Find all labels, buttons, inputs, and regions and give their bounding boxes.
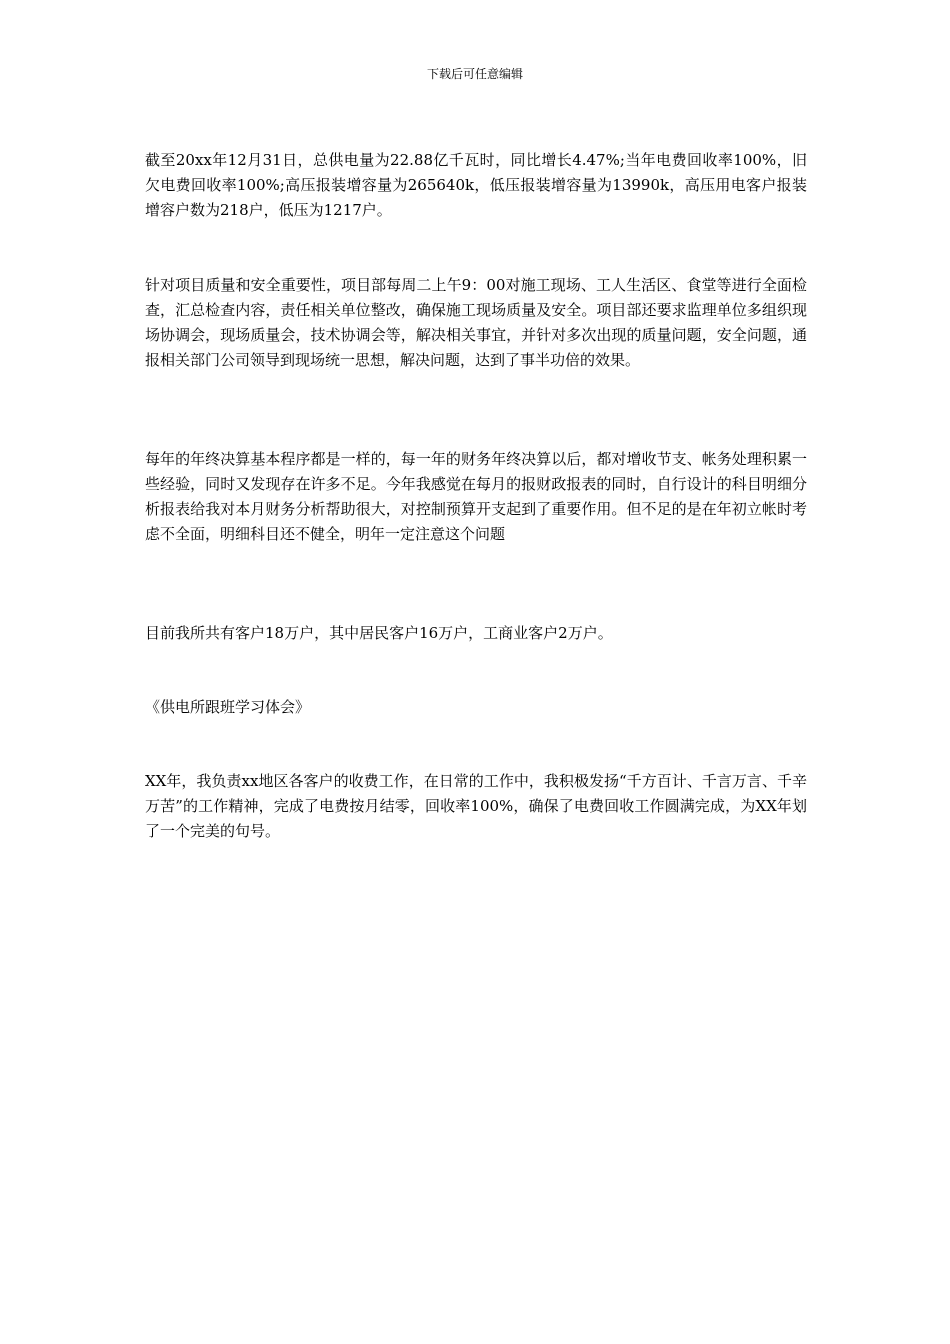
paragraph-power-supply-stats: 截至20xx年12月31日，总供电量为22.88亿千瓦时，同比增长4.47%;当年电费回收率100%，旧欠电费回收率100%;高压报装增容量为265640k，低压报装增容量为13990k，高压用电客户报装增容户数为218户，低压为1217户。 [145, 151, 807, 219]
section-title: 《供电所跟班学习体会》 [145, 698, 311, 716]
paragraph-customer-count: 目前我所共有客户18万户，其中居民客户16万户，工商业客户2万户。 [145, 624, 613, 642]
page-header: 下载后可任意编辑 [426, 67, 523, 81]
paragraph-fee-collection: XX年，我负责xx地区各客户的收费工作，在日常的工作中，我积极发扬“千方百计、千言万言、千辛万苦”的工作精神，完成了电费按月结零，回收率100%，确保了电费回收工作圆满完成，为XX年划了一个完美的句号。 [145, 772, 807, 840]
paragraph-year-end-accounts: 每年的年终决算基本程序都是一样的，每一年的财务年终决算以后，都对增收节支、帐务处理积累一些经验，同时又发现存在许多不足。今年我感觉在每月的报财政报表的同时，自行设计的科目明细分析报表给我对本月财务分析帮助很大，对控制预算开支起到了重要作用。但不足的是在年初立帐时考虑不全面，明细科目还不健全，明年一定注意这个问题 [145, 450, 807, 543]
paragraph-project-safety: 针对项目质量和安全重要性，项目部每周二上午9：00对施工现场、工人生活区、食堂等进行全面检查，汇总检查内容，责任相关单位整改，确保施工现场质量及安全。项目部还要求监理单位多组织现场协调会，现场质量会，技术协调会等，解决相关事宜，并针对多次出现的质量问题，安全问题，通报相关部门公司领导到现场统一思想，解决问题，达到了事半功倍的效果。 [145, 276, 807, 369]
